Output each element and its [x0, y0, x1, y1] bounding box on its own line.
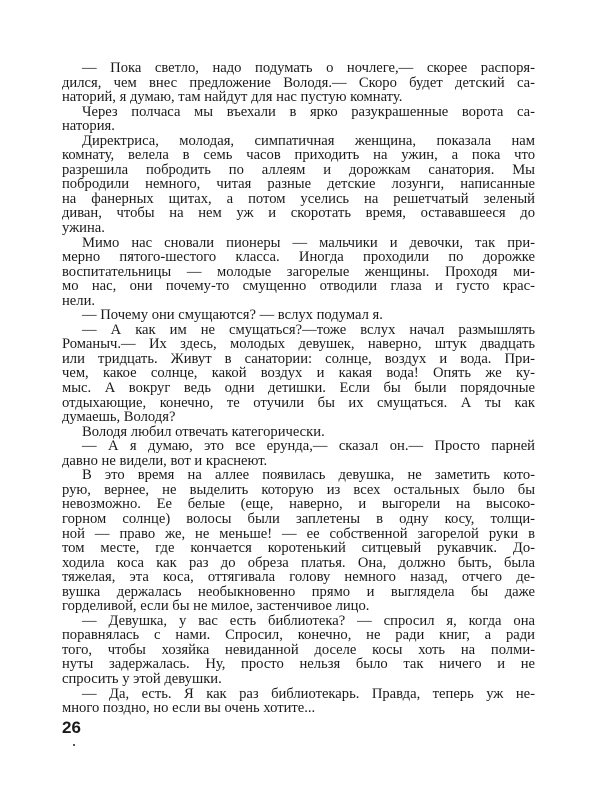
- text-line: диван, чтобы на нем уж и скоротать время, остававшееся до: [62, 205, 535, 222]
- paragraph: [62, 61, 535, 105]
- paragraph: [62, 323, 535, 425]
- text-line: В это время на аллее появилась девушка, не заметить кото-: [82, 467, 535, 484]
- scan-speck: [73, 744, 75, 746]
- text-line: воспитательницы — молодые загорелые женщины. Проходя ми-: [62, 263, 535, 280]
- text-line: Романыч.— Их здесь, молодых девушек, наверно, штук двадцать: [62, 336, 535, 353]
- text-line: поравнялась с нами. Спросил, конечно, не ради книг, а ради: [62, 627, 535, 644]
- text-line: — Да, есть. Я как раз библиотекарь. Правда, теперь уж не-: [82, 685, 535, 702]
- text-line: — Девушка, у вас есть библиотека? — спросил я, когда она: [82, 612, 535, 629]
- paragraph: [62, 468, 535, 613]
- paragraph: [62, 614, 535, 687]
- text-line: много поздно, но если вы очень хотите...: [62, 700, 316, 717]
- text-line: нели.: [62, 292, 96, 309]
- paragraph: [62, 425, 535, 440]
- text-line: — А как им не смущаться?—тоже вслух начал размышлять: [82, 321, 535, 338]
- text-line: того, чтобы хозяйка невиданной доселе косы хоть на полми-: [62, 641, 535, 658]
- text-line: ной — право же, не меньше! — ее собственной загорелой руки в: [62, 525, 535, 542]
- text-line: — А я думаю, это все ерунда,— сказал он.— Просто парней: [82, 438, 535, 455]
- text-line: — Почему они смущаются? — вслух подумал я.: [82, 307, 383, 324]
- text-line: мерно пятого-шестого класса. Иногда проходили по дорожке: [62, 249, 535, 266]
- text-line: разрешила побродить по аллеям и дорожкам санатория. Мы: [62, 161, 535, 178]
- text-line: Директриса, молодая, симпатичная женщина, показала нам: [82, 132, 535, 149]
- text-line: нуты задержалась. Ну, просто нельзя было так ничего и не: [62, 656, 535, 673]
- text-line: том месте, где кончается коротенький ситцевый рукавчик. До-: [62, 540, 535, 557]
- page-body: [62, 61, 535, 716]
- text-line: думаешь, Володя?: [62, 409, 176, 426]
- text-line: наторий, я думаю, там найдут для нас пустую комнату.: [62, 89, 403, 106]
- text-line: или тридцать. Живут в санатории: солнце, воздух и вода. При-: [62, 350, 535, 367]
- paragraph: [62, 687, 535, 716]
- text-line: вушка держалась необыкновенно прямо и выглядела бы даже: [62, 583, 535, 600]
- text-line: горном солнце) волосы были заплетены в одну косу, толщи-: [62, 510, 535, 527]
- paragraph: [62, 134, 535, 236]
- text-line: побродили немного, читая разные детские лозунги, написанные: [62, 176, 535, 193]
- text-line: ходила коса как раз до обреза платья. Она, должно быть, была: [62, 554, 535, 571]
- text-line: Мимо нас сновали пионеры — мальчики и девочки, так при-: [82, 234, 535, 251]
- text-line: спросить у этой девушки.: [62, 670, 222, 687]
- paragraph: [62, 105, 535, 134]
- text-line: рую, вернее, не выделить которую из всех остальных было бы: [62, 481, 535, 498]
- paragraph: [62, 439, 535, 468]
- text-line: комнату, велела в семь часов приходить на ужин, а пока что: [62, 147, 535, 164]
- text-line: отдыхающие, конечно, те отучили бы их смущаться. А ты как: [62, 394, 535, 411]
- text-line: тяжелая, эта коса, оттягивала голову немного назад, отчего де-: [62, 569, 535, 586]
- text-line: невозможно. Ее белые (еще, наверно, и выгорели на высоко-: [62, 496, 535, 513]
- paragraph: [62, 308, 535, 323]
- text-line: дился, чем внес предложение Володя.— Скоро будет детский са-: [62, 74, 535, 91]
- text-line: — Пока светло, надо подумать о ночлеге,— скорее распоря-: [82, 60, 535, 76]
- paragraph: [62, 236, 535, 309]
- text-line: на фанерных щитах, а потом уселись на решетчатый зеленый: [62, 190, 535, 207]
- text-line: Володя любил отвечать категорически.: [82, 423, 325, 440]
- page-number: 26: [62, 718, 81, 737]
- text-line: давно не видели, вот и краснеют.: [62, 452, 268, 469]
- text-line: горделивой, если бы не милое, застенчивое лицо.: [62, 598, 370, 615]
- text-line: ужина.: [62, 220, 105, 237]
- text-line: чем, какое солнце, какой воздух и какая вода! Опять же ку-: [62, 365, 535, 382]
- text-line: мыс. А вокруг ведь одни детишки. Если бы были порядочные: [62, 380, 535, 397]
- text-line: натория.: [62, 118, 115, 135]
- text-line: Через полчаса мы въехали в ярко разукрашенные ворота са-: [82, 103, 535, 120]
- text-line: мо нас, они почему-то смущенно отводили глаза и густо крас-: [62, 278, 535, 295]
